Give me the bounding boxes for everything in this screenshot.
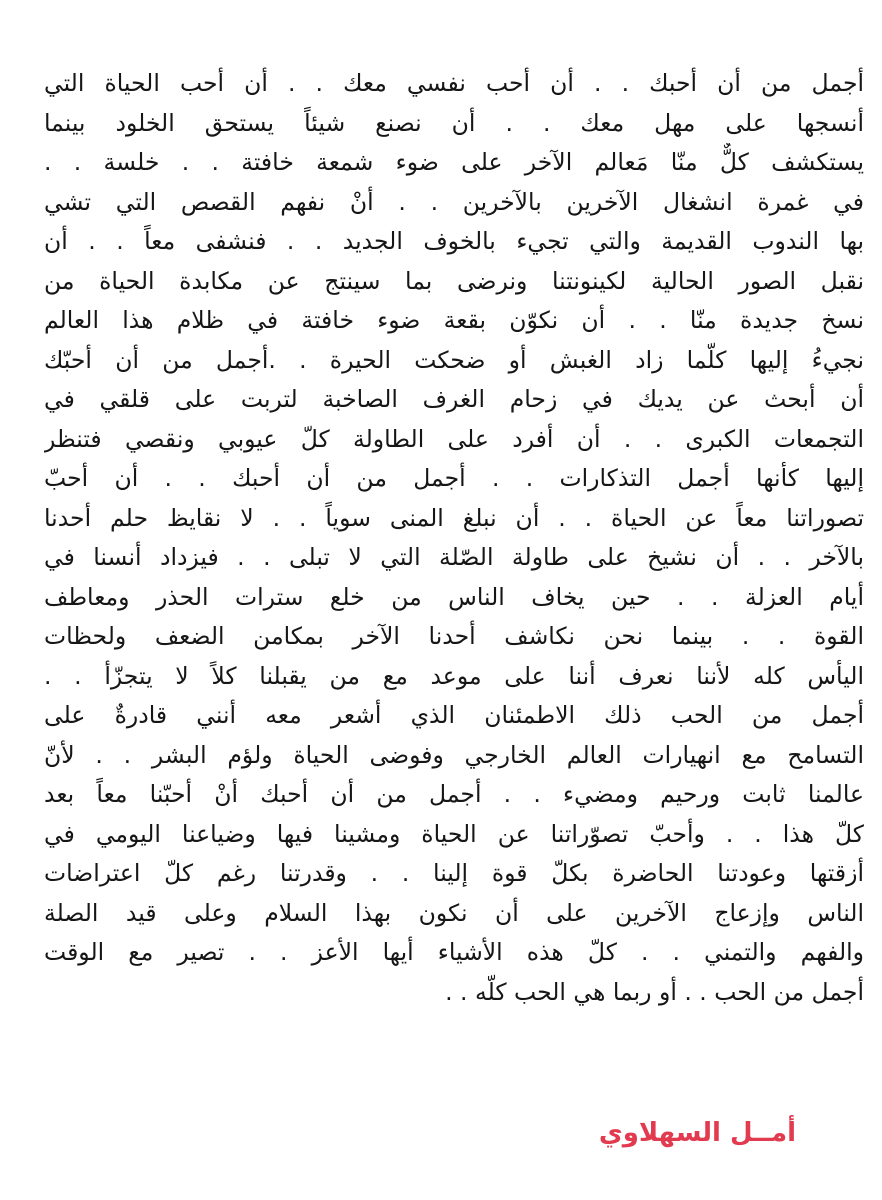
- text-line-13: بالآخر . . أن نشيخ على طاولة الصّلة التي لا تبلى . . فيزداد أنسنا في: [44, 543, 864, 571]
- text-line-24: أجمل من الحب . . أو ربما هي الحب كلّه . .: [445, 977, 864, 1006]
- text-line-17: أجمل من الحب ذلك الاطمئنان الذي أشعر معه أنني قادرةٌ على: [44, 701, 864, 729]
- author-signature: أمــل السهلاوي: [598, 1118, 796, 1148]
- text-line-22: الناس وإزعاج الآخرين على أن نكون بهذا السلام وعلى قيد الصلة: [44, 898, 864, 927]
- text-line-4: في غمرة انشغال الآخرين بالآخرين . . أنْ نفهم القصص التي تشي: [44, 187, 864, 216]
- text-line-21: أزقتها وعودتنا الحاضرة بكلّ قوة إلينا . . وقدرتنا رغم كلّ اعتراضات: [44, 859, 864, 887]
- text-line-11: إليها كأنها أجمل التذكارات . . أجمل من أن أحبك . . أن أحبّ: [44, 464, 864, 492]
- text-line-10: التجمعات الكبرى . . أن أفرد على الطاولة كلّ عيوبي ونقصي فتنظر: [44, 424, 864, 453]
- text-line-8: نجيءُ إليها كلّما زاد الغبش أو ضحكت الحيرة . .أجمل من أن أحبّك: [44, 345, 864, 374]
- text-line-3: يستكشف كلٌّ منّا مَعالم الآخر على ضوء شمعة خافتة . . خلسة . .: [44, 148, 864, 176]
- text-line-6: نقبل الصور الحالية لكينونتنا ونرضى بما سينتج عن مكابدة الحياة من: [44, 266, 864, 295]
- text-line-20: كلّ هذا . . وأحبّ تصوّراتنا عن الحياة ومشينا فيها وضياعنا اليومي في: [44, 819, 864, 848]
- text-line-7: نسخ جديدة منّا . . أن نكوّن بقعة ضوء خافتة في ظلام هذا العالم: [44, 306, 864, 334]
- text-line-9: أن أبحث عن يديك في زحام الغرف الصاخبة لتربت على قلقي في: [44, 385, 864, 413]
- text-line-1: أجمل من أن أحبك . . أن أحب نفسي معك . . أن أحب الحياة التي: [44, 69, 864, 97]
- text-line-19: عالمنا ثابت ورحيم ومضيء . . أجمل من أن أحبك أنْ أحبّنا معاً بعد: [44, 780, 864, 808]
- text-line-5: بها الندوب القديمة والتي تجيء بالخوف الجديد . . فنشفى معاً . . أن: [44, 227, 864, 255]
- text-line-16: اليأس كله لأننا نعرف أننا على موعد مع من يقبلنا كلاً لا يتجزّأ . .: [44, 661, 864, 690]
- text-line-15: القوة . . بينما نحن نكاشف أحدنا الآخر بمكامن الضعف ولحظات: [44, 622, 864, 650]
- text-line-2: أنسجها على مهل معك . . أن نصنع شيئاً يستحق الخلود بينما: [44, 108, 864, 137]
- text-line-23: والفهم والتمني . . كلّ هذه الأشياء أيها الأعز . . تصير مع الوقت: [44, 938, 864, 966]
- text-line-12: تصوراتنا معاً عن الحياة . . أن نبلغ المنى سوياً . . لا نقايظ حلم أحدنا: [44, 503, 864, 532]
- poem-text: [44, 64, 864, 1012]
- text-line-18: التسامح مع انهيارات العالم الخارجي وفوضى الحياة ولؤم البشر . . لأنّ: [44, 740, 864, 769]
- text-line-14: أيام العزلة . . حين يخاف الناس من خلع سترات الحذر ومعاطف: [44, 582, 864, 611]
